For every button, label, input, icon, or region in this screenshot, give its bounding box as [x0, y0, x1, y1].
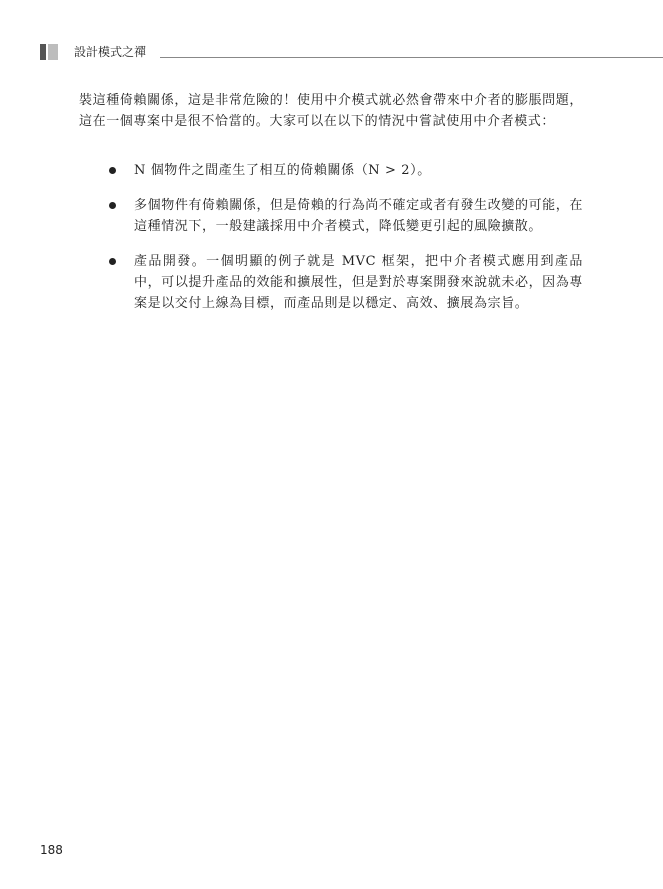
bullet-item [79, 160, 583, 181]
bullet-dot-icon [109, 167, 116, 174]
page-number: 188 [40, 843, 63, 857]
header-marker-dark [40, 44, 46, 60]
bullet-item [79, 195, 583, 237]
bullet-text: N 個物件之間產生了相互的倚賴關係（N > 2）。 [134, 163, 431, 178]
header-rule [160, 57, 663, 58]
bullet-list [79, 160, 583, 328]
running-header [40, 44, 663, 62]
bullet-dot-icon [109, 202, 116, 209]
bullet-text: 產品開發。一個明顯的例子就是 MVC 框架，把中介者模式應用到產品中，可以提升產品的效能和擴展性，但是對於專案開發來說就未必，因為專案是以交付上線為目標，而產品則是以穩定、高效、擴展為宗旨。 [134, 254, 583, 311]
intro-paragraph: 裝這種倚賴關係，這是非常危險的！使用中介模式就必然會帶來中介者的膨脹問題，這在一個專案中是很不恰當的。大家可以在以下的情況中嘗試使用中介者模式： [79, 93, 583, 129]
header-title: 設計模式之禪 [74, 45, 147, 59]
bullet-dot-icon [109, 258, 116, 265]
header-marker-light [48, 44, 58, 60]
bullet-text: 多個物件有倚賴關係，但是倚賴的行為尚不確定或者有發生改變的可能，在這種情況下，一般建議採用中介者模式，降低變更引起的風險擴散。 [134, 198, 583, 234]
bullet-item [79, 251, 583, 314]
